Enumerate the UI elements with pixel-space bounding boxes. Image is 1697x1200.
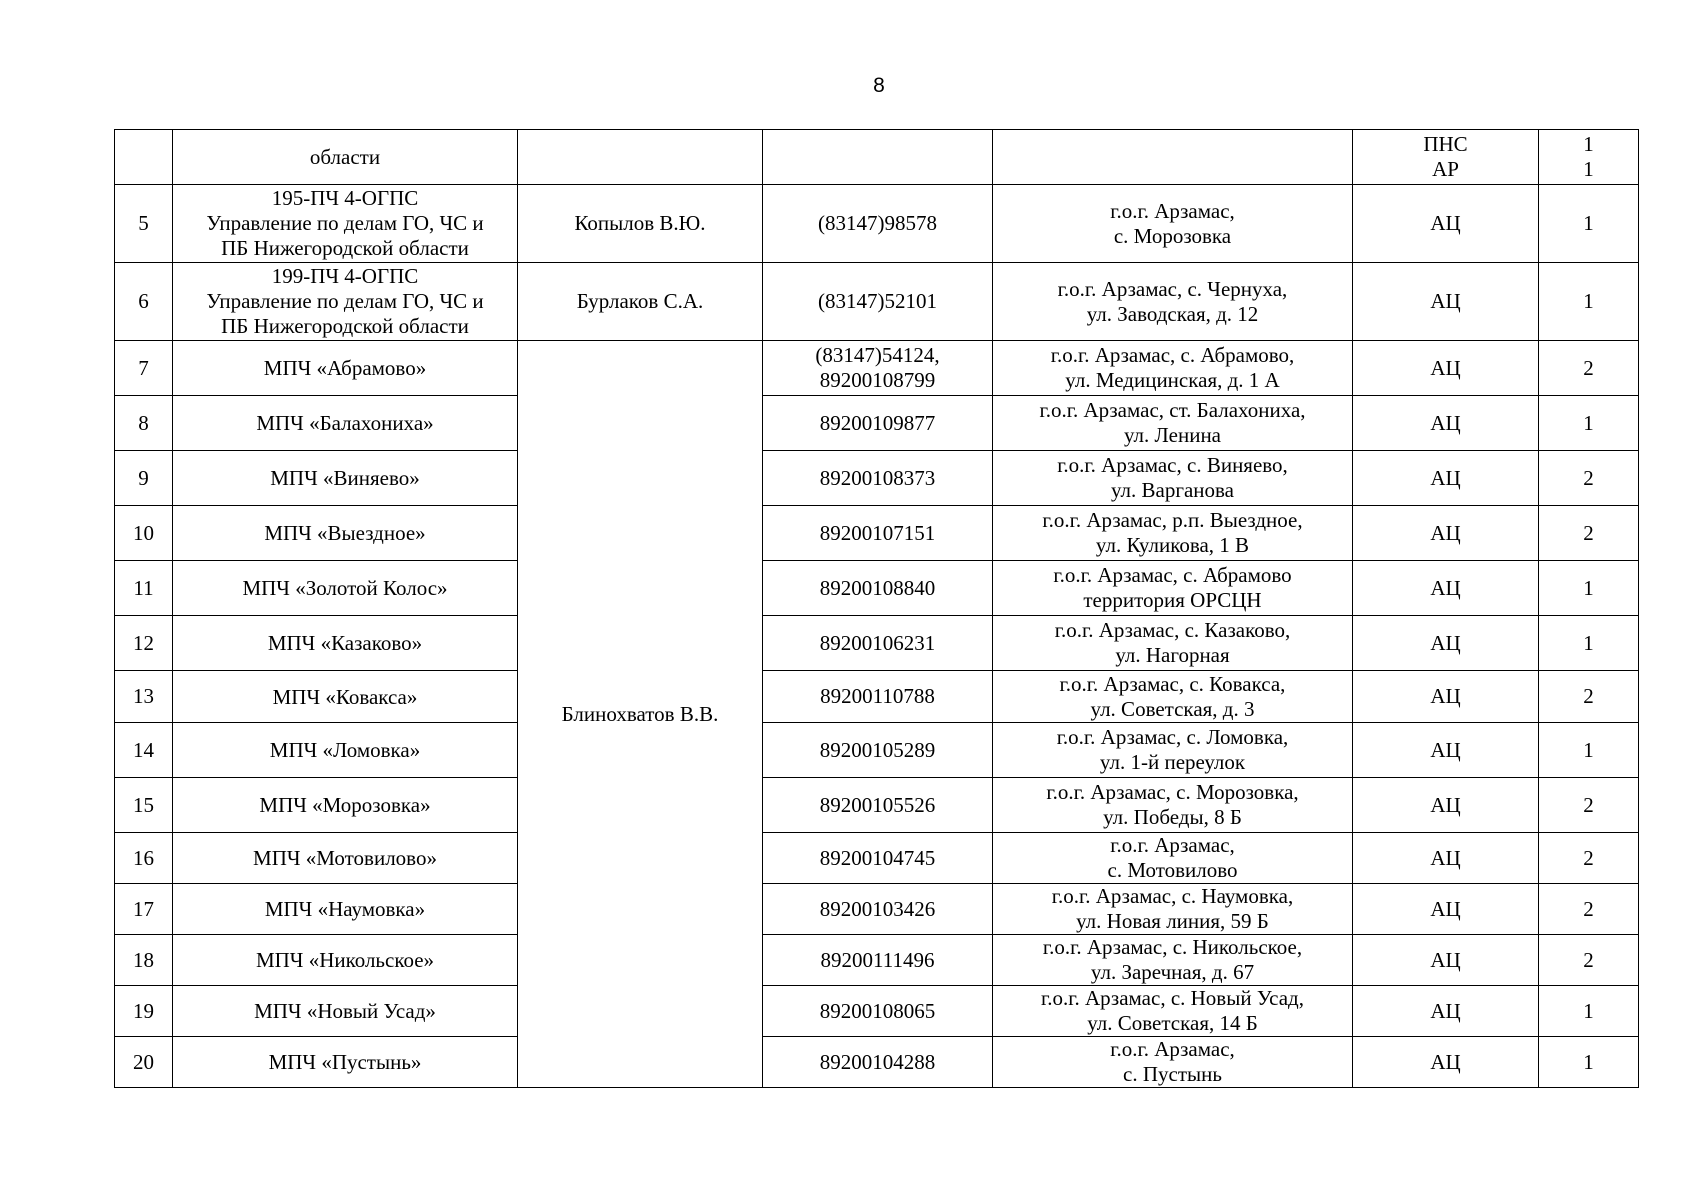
vehicle-count: 2 (1539, 671, 1639, 723)
vehicle-count: 2 (1539, 506, 1639, 561)
table-row (115, 778, 1639, 833)
vehicle-type: АЦ (1353, 986, 1539, 1037)
unit-name: МПЧ «Виняево» (173, 451, 518, 506)
row-number: 11 (115, 561, 173, 616)
page-number: 8 (873, 74, 885, 97)
vehicle-type: АЦ (1353, 263, 1539, 341)
row-number: 10 (115, 506, 173, 561)
vehicle-count: 2 (1539, 884, 1639, 935)
unit-phone: 89200104745 (763, 833, 993, 884)
unit-address: г.о.г. Арзамас, с. Новый Усад, ул. Советская, 14 Б (993, 986, 1353, 1037)
unit-address: г.о.г. Арзамас, с. Морозовка, ул. Победы, 8 Б (993, 778, 1353, 833)
row-number: 15 (115, 778, 173, 833)
vehicle-type: АЦ (1353, 506, 1539, 561)
vehicle-count: 1 (1539, 616, 1639, 671)
unit-phone: 89200108840 (763, 561, 993, 616)
unit-phone: 89200103426 (763, 884, 993, 935)
unit-address: г.о.г. Арзамас, с. Абрамово, ул. Медицинская, д. 1 А (993, 341, 1353, 396)
vehicle-count: 1 (1539, 986, 1639, 1037)
unit-head: Блинохватов В.В. (518, 341, 763, 1088)
table-row (115, 263, 1639, 341)
unit-phone: 89200107151 (763, 506, 993, 561)
table-row (115, 396, 1639, 451)
unit-name: МПЧ «Выездное» (173, 506, 518, 561)
vehicle-count: 2 (1539, 341, 1639, 396)
unit-address (993, 130, 1353, 185)
unit-phone: (83147)52101 (763, 263, 993, 341)
unit-address: г.о.г. Арзамас, с. Мотовилово (993, 833, 1353, 884)
vehicle-type: АЦ (1353, 884, 1539, 935)
vehicle-count: 2 (1539, 935, 1639, 986)
table-row (115, 341, 1639, 396)
unit-name: МПЧ «Балахониха» (173, 396, 518, 451)
vehicle-count: 1 (1539, 263, 1639, 341)
vehicle-type: АЦ (1353, 185, 1539, 263)
unit-address: г.о.г. Арзамас, с. Чернуха, ул. Заводская, д. 12 (993, 263, 1353, 341)
vehicle-count: 1 (1539, 561, 1639, 616)
vehicle-type: АЦ (1353, 451, 1539, 506)
row-number: 19 (115, 986, 173, 1037)
row-number: 9 (115, 451, 173, 506)
table-row (115, 833, 1639, 884)
unit-phone: 89200106231 (763, 616, 993, 671)
table-row (115, 561, 1639, 616)
table-row (115, 451, 1639, 506)
vehicle-type: АЦ (1353, 671, 1539, 723)
unit-address: г.о.г. Арзамас, с. Ломовка, ул. 1-й переулок (993, 723, 1353, 778)
vehicle-type: ПНС АР (1353, 130, 1539, 185)
vehicle-count: 2 (1539, 833, 1639, 884)
table-row (115, 986, 1639, 1037)
row-number: 20 (115, 1037, 173, 1088)
unit-phone (763, 130, 993, 185)
row-number: 12 (115, 616, 173, 671)
unit-name: МПЧ «Казаково» (173, 616, 518, 671)
table-row (115, 185, 1639, 263)
unit-head (518, 130, 763, 185)
vehicle-count: 1 (1539, 185, 1639, 263)
vehicle-type: АЦ (1353, 778, 1539, 833)
vehicle-type: АЦ (1353, 341, 1539, 396)
unit-address: г.о.г. Арзамас, с. Казаково, ул. Нагорная (993, 616, 1353, 671)
unit-name: МПЧ «Ковакса» (173, 671, 518, 723)
unit-name: МПЧ «Абрамово» (173, 341, 518, 396)
unit-phone: 89200105289 (763, 723, 993, 778)
row-number: 18 (115, 935, 173, 986)
vehicle-count: 1 (1539, 396, 1639, 451)
unit-phone: (83147)98578 (763, 185, 993, 263)
row-number: 5 (115, 185, 173, 263)
unit-name: МПЧ «Никольское» (173, 935, 518, 986)
fire-units-table (114, 129, 1639, 1088)
vehicle-type: АЦ (1353, 561, 1539, 616)
unit-name: МПЧ «Наумовка» (173, 884, 518, 935)
vehicle-type: АЦ (1353, 396, 1539, 451)
vehicle-type: АЦ (1353, 833, 1539, 884)
unit-head: Копылов В.Ю. (518, 185, 763, 263)
row-number: 17 (115, 884, 173, 935)
unit-phone: 89200109877 (763, 396, 993, 451)
vehicle-count: 2 (1539, 778, 1639, 833)
table-row (115, 723, 1639, 778)
vehicle-count: 1 (1539, 723, 1639, 778)
vehicle-type: АЦ (1353, 723, 1539, 778)
row-number: 6 (115, 263, 173, 341)
unit-phone: 89200104288 (763, 1037, 993, 1088)
table-row (115, 616, 1639, 671)
vehicle-count: 2 (1539, 451, 1639, 506)
unit-phone: 89200105526 (763, 778, 993, 833)
vehicle-type: АЦ (1353, 1037, 1539, 1088)
row-number: 13 (115, 671, 173, 723)
row-number: 8 (115, 396, 173, 451)
table-row (115, 130, 1639, 185)
vehicle-count: 1 (1539, 1037, 1639, 1088)
table-row (115, 1037, 1639, 1088)
unit-name: области (173, 130, 518, 185)
row-number: 14 (115, 723, 173, 778)
row-number: 7 (115, 341, 173, 396)
unit-name: МПЧ «Золотой Колос» (173, 561, 518, 616)
unit-head: Бурлаков С.А. (518, 263, 763, 341)
unit-address: г.о.г. Арзамас, с. Абрамово территория ОРСЦН (993, 561, 1353, 616)
unit-phone: 89200110788 (763, 671, 993, 723)
unit-phone: 89200108065 (763, 986, 993, 1037)
row-number: 16 (115, 833, 173, 884)
unit-address: г.о.г. Арзамас, с. Виняево, ул. Варганова (993, 451, 1353, 506)
unit-address: г.о.г. Арзамас, ст. Балахониха, ул. Ленина (993, 396, 1353, 451)
unit-phone: 89200111496 (763, 935, 993, 986)
unit-address: г.о.г. Арзамас, р.п. Выездное, ул. Куликова, 1 В (993, 506, 1353, 561)
unit-name: МПЧ «Новый Усад» (173, 986, 518, 1037)
unit-name: МПЧ «Ломовка» (173, 723, 518, 778)
unit-address: г.о.г. Арзамас, с. Морозовка (993, 185, 1353, 263)
unit-name: МПЧ «Морозовка» (173, 778, 518, 833)
table-row (115, 935, 1639, 986)
table-row (115, 506, 1639, 561)
unit-name: 199-ПЧ 4-ОГПС Управление по делам ГО, ЧС и ПБ Нижегородской области (173, 263, 518, 341)
table-row (115, 671, 1639, 723)
table-row (115, 884, 1639, 935)
unit-address: г.о.г. Арзамас, с. Ковакса, ул. Советская, д. 3 (993, 671, 1353, 723)
unit-phone: (83147)54124, 89200108799 (763, 341, 993, 396)
unit-address: г.о.г. Арзамас, с. Никольское, ул. Заречная, д. 67 (993, 935, 1353, 986)
row-number (115, 130, 173, 185)
unit-name: МПЧ «Мотовилово» (173, 833, 518, 884)
unit-address: г.о.г. Арзамас, с. Пустынь (993, 1037, 1353, 1088)
unit-phone: 89200108373 (763, 451, 993, 506)
vehicle-count: 1 1 (1539, 130, 1639, 185)
unit-name: 195-ПЧ 4-ОГПС Управление по делам ГО, ЧС и ПБ Нижегородской области (173, 185, 518, 263)
unit-address: г.о.г. Арзамас, с. Наумовка, ул. Новая линия, 59 Б (993, 884, 1353, 935)
vehicle-type: АЦ (1353, 935, 1539, 986)
unit-name: МПЧ «Пустынь» (173, 1037, 518, 1088)
vehicle-type: АЦ (1353, 616, 1539, 671)
